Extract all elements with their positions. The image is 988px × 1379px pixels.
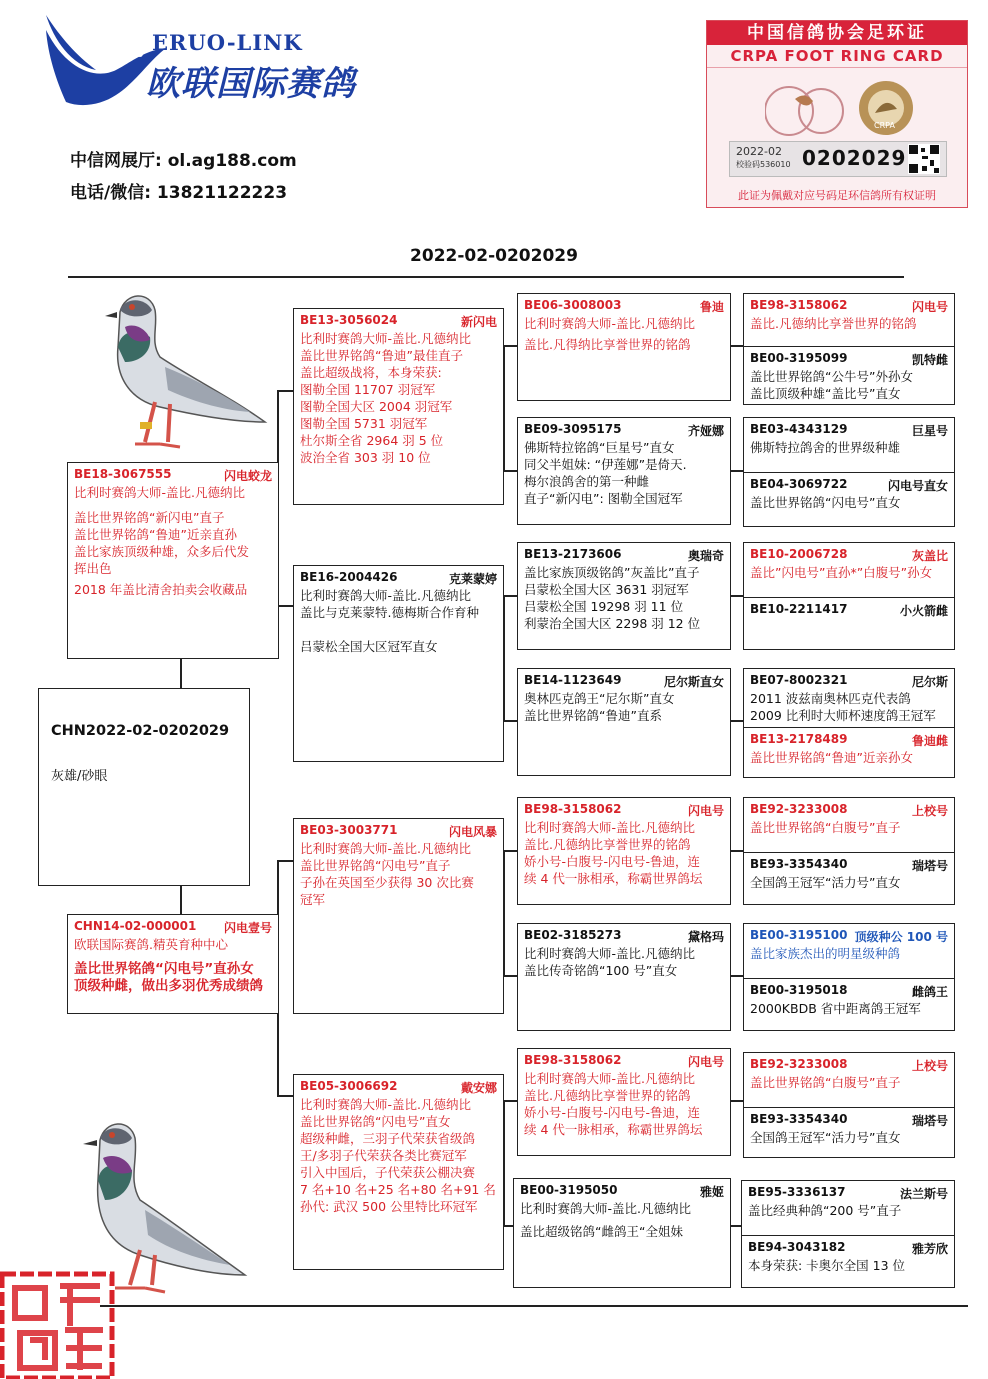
gen3-line: 吕蒙松全国大区 3631 羽冠军	[524, 582, 689, 597]
gen4-ring: BE95-3336137	[748, 1185, 846, 1199]
connector-dam-dd	[277, 1095, 294, 1097]
gen3-ring: BE06-3008003	[524, 298, 622, 312]
gen4-name: 小火箭雌	[899, 604, 948, 618]
check-code: 校验码536010	[736, 160, 791, 169]
gen4-name: 上校号	[911, 804, 948, 818]
gen3-line: 盖比.凡德纳比享誉世界的铭鸽	[524, 1088, 691, 1103]
gen3-name: 闪电号	[687, 804, 724, 818]
ring-number-big: 0202029	[802, 146, 907, 170]
gen4-line: 盖比世界铭鸽“白腹号”直子	[750, 820, 901, 835]
gen4-line: 盖比世界铭鸽“鲁迪”近亲孙女	[750, 750, 913, 765]
gen3-name: 鲁迪	[699, 300, 724, 314]
gen3-box-5	[517, 797, 731, 905]
ss-line: 比利时赛鸽大师-盖比.凡德纳比	[300, 331, 471, 346]
gen4-box-2	[743, 417, 955, 527]
gen4-line: 盖比”闪电号”直孙*”白腹号”孙女	[750, 565, 933, 580]
gen3-line: 盖比传奇铭鸽“100 号”直女	[524, 963, 678, 978]
dam-line: 欧联国际赛鸽.精英育种中心	[74, 937, 228, 952]
connector-sd-a	[503, 595, 518, 597]
sire-line: 挥出色	[74, 561, 112, 576]
gen4-box-7	[743, 1052, 955, 1158]
gen3-line: 梅尔浪鸽舍的第一种雌	[524, 474, 650, 489]
dd-line: 7 名+10 名+25 名+80 名+91 名	[300, 1182, 496, 1197]
gen4-line: 全国鸽王冠军“活力号”直女	[750, 1130, 901, 1145]
gen3-box-2	[517, 417, 731, 525]
gen4-ring: BE92-3233008	[750, 802, 848, 816]
sire-line: 盖比世界铭鸽“鲁迪”近亲直孙	[74, 527, 237, 542]
gen4-name: 雅芳欣	[911, 1242, 948, 1256]
connector-g3-2	[730, 470, 744, 472]
connector-g3-3	[730, 595, 744, 597]
dam-name: 闪电壹号	[223, 921, 272, 935]
dam-sire-box	[293, 818, 504, 1014]
gen4-ring: BE13-2178489	[750, 732, 848, 746]
dd-ring: BE05-3006692	[300, 1079, 398, 1093]
ss-name: 新闪电	[460, 315, 497, 329]
gen3-line: 吕蒙松全国 19298 羽 11 位	[524, 599, 684, 614]
gen3-name: 齐娅娜	[687, 424, 724, 438]
ss-line: 图勒全国 11707 羽冠军	[300, 382, 436, 397]
qr-code-icon	[908, 144, 940, 174]
gen3-line: 利蒙治全国大区 2298 羽 12 位	[524, 616, 701, 631]
gen3-ring: BE98-3158062	[524, 802, 622, 816]
sd-line: 盖比与克莱蒙特.德梅斯合作育种	[300, 605, 479, 620]
gen3-line: 比利时赛鸽大师-盖比.凡德纳比	[520, 1201, 691, 1216]
gen4-name: 瑞塔号	[911, 859, 948, 873]
pedigree-title: 2022-02-0202029	[410, 246, 578, 266]
gen4-line: 盖比顶级种雄“盖比号”直女	[750, 386, 901, 401]
gen3-line: 比利时赛鸽大师-盖比.凡德纳比	[524, 820, 695, 835]
gen4-ring: BE03-4343129	[750, 422, 848, 436]
gen3-line: 同父半姐妹: “伊莲娜”是倚天.	[524, 457, 687, 472]
gen3-name: 奥瑞奇	[687, 549, 724, 563]
gen4-name: 巨星号	[911, 424, 948, 438]
crpa-label: CRPA	[874, 121, 895, 130]
gen3-line: 续 4 代一脉相承，称霸世界鸽坛	[524, 1122, 703, 1137]
gen3-ring: BE02-3185273	[524, 928, 622, 942]
gen4-line: 本身荣获: 卡奥尔全国 13 位	[748, 1258, 906, 1273]
dd-line: 孙代: 武汉 500 公里特比环冠军	[300, 1199, 478, 1214]
gen4-ring: BE00-3195099	[750, 351, 848, 365]
gen4-name: 雌鸽王	[911, 985, 948, 999]
dam-ring: CHN14-02-000001	[74, 919, 197, 933]
gen4-name: 灰盖比	[911, 549, 948, 563]
phone-info: 电话/微信: 13821122223	[70, 183, 288, 203]
ss-ring: BE13-3056024	[300, 313, 398, 327]
gen3-line: 娇小号-白腹号-闪电号-鲁迪，连	[524, 1105, 701, 1120]
ss-line: 杜尔斯全省 2964 羽 5 位	[300, 433, 444, 448]
gen3-name: 闪电号	[687, 1055, 724, 1069]
gen4-name: 凯特雌	[911, 353, 948, 367]
ds-line: 子孙在英国至少获得 30 次比赛	[300, 875, 474, 890]
ss-line: 盖比超级战将，本身荣获:	[300, 365, 442, 380]
connector-ds-b	[503, 975, 518, 977]
ds-ring: BE03-3003771	[300, 823, 398, 837]
gen4-ring: BE94-3043182	[748, 1240, 846, 1254]
gen3-line: 娇小号-白腹号-闪电号-鲁迪，连	[524, 854, 701, 869]
gen4-line: 盖比世界铭鸽“白腹号”直子	[750, 1075, 901, 1090]
gen3-line: 比利时赛鸽大师-盖比.凡德纳比	[524, 946, 695, 961]
dam-line: 盖比世界铭鸽“闪电号”直孙女	[74, 961, 254, 977]
sd-line: 吕蒙松全国大区冠军直女	[300, 639, 438, 654]
gen4-ring: BE00-3195100	[750, 928, 848, 942]
connector-sire-ss	[277, 390, 294, 392]
gen4-line: 2011 波兹南奥林匹克代表鸽	[750, 691, 911, 706]
gen3-box-4	[517, 668, 731, 776]
sd-name: 克莱蒙婷	[448, 572, 497, 586]
gen3-line: 佛斯特拉铭鸽“巨星号”直女	[524, 440, 675, 455]
connector-subject-sire	[180, 657, 182, 688]
gen3-ring: BE14-1123649	[524, 673, 622, 687]
title-rule	[68, 276, 904, 278]
gen3-ring: BE09-3095175	[524, 422, 622, 436]
gen4-line: 盖比世界铭鸽“闪电号”直女	[750, 495, 901, 510]
gen4-box-4	[743, 668, 955, 778]
subject-desc: 灰雄/砂眼	[51, 769, 108, 784]
gen4-ring: BE00-3195018	[750, 983, 848, 997]
sire-line: 2018 年盖比清舍拍卖会收藏品	[74, 582, 248, 597]
gen3-line: 盖比世界铭鸽“鲁迪”直系	[524, 708, 662, 723]
ring-number-small: 2022-02	[736, 145, 782, 158]
gen4-box-3	[743, 542, 955, 650]
gen3-box-1	[517, 293, 731, 401]
ring-card	[706, 20, 968, 208]
gen3-ring: BE13-2173606	[524, 547, 622, 561]
gen4-line: 全国鸽王冠军“活力号”直女	[750, 875, 901, 890]
gen3-name: 尼尔斯直女	[663, 675, 724, 689]
gen4-line: 2000KBDB 省中距离鸽王冠军	[750, 1001, 921, 1016]
connector-g3-1	[730, 345, 744, 347]
gen4-ring: BE07-8002321	[750, 673, 848, 687]
gen3-box-7	[517, 1048, 731, 1156]
gen4-name: 上校号	[911, 1059, 948, 1073]
gen3-line: 盖比超级铭鸽“雌鸽王“全姐妹	[520, 1224, 683, 1239]
gen4-name: 瑞塔号	[911, 1114, 948, 1128]
connector-ss-b	[503, 470, 518, 472]
sire-ring: BE18-3067555	[74, 467, 172, 481]
dam-box	[67, 914, 279, 1014]
gen4-line: 盖比经典种鸽“200 号”直子	[748, 1203, 902, 1218]
dd-line: 引入中国后，子代荣获公棚决赛	[300, 1165, 476, 1180]
dd-line: 盖比世界铭鸽“闪电号”直女	[300, 1114, 451, 1129]
ring-card-footer: 此证为佩戴对应号码足环信鸽所有权证明	[738, 189, 936, 202]
connector-g3-4	[730, 720, 744, 722]
gen3-line: 比利时赛鸽大师-盖比.凡德纳比	[524, 1071, 695, 1086]
connector-ds-a	[503, 850, 518, 852]
gen4-name: 闪电号直女	[887, 479, 948, 493]
ds-line: 盖比世界铭鸽“闪电号”直子	[300, 858, 451, 873]
ring-card-title-cn: 中国信鸽协会足环证	[707, 21, 967, 45]
ds-line: 冠军	[300, 892, 326, 907]
gen4-ring: BE93-3354340	[750, 857, 848, 871]
gen4-ring: BE10-2211417	[750, 602, 848, 616]
gen3-line: 比利时赛鸽大师-盖比.凡德纳比	[524, 316, 695, 331]
gen4-line: 盖比世界铭鸽“公牛号”外孙女	[750, 369, 913, 384]
gen4-line: 佛斯特拉鸽舍的世界级种雄	[750, 440, 901, 455]
gen4-box-6	[743, 923, 955, 1031]
gen3-ring: BE98-3158062	[524, 1053, 622, 1067]
connector-g3-6	[730, 975, 744, 977]
gen3-line: 直子“新闪电”: 图勒全国冠军	[524, 491, 683, 506]
gen4-box-8	[741, 1180, 955, 1288]
ring-number-panel	[729, 141, 947, 177]
gen3-line: 盖比.凡德纳比享誉世界的铭鸽	[524, 837, 691, 852]
gen3-line: 盖比家族顶级铭鸽”灰盖比”直子	[524, 565, 700, 580]
sd-line	[300, 621, 497, 638]
connector-sd-b	[503, 720, 518, 722]
sire-line: 盖比世界铭鸽“新闪电”直子	[74, 510, 225, 525]
dam-dam-box	[293, 1074, 504, 1270]
gen4-ring: BE93-3354340	[750, 1112, 848, 1126]
gen3-box-6	[517, 923, 731, 1031]
gen4-ring: BE92-3233008	[750, 1057, 848, 1071]
sire-line: 比利时赛鸽大师-盖比.凡德纳比	[74, 485, 245, 500]
gen4-line: 盖比.凡德纳比享誉世界的铭鸽	[750, 316, 917, 331]
gen3-ring: BE00-3195050	[520, 1183, 618, 1197]
connector-dam-ds	[277, 860, 294, 862]
brand-name-en: ERUO-LINK	[152, 30, 303, 55]
gen3-box-3	[517, 542, 731, 650]
connector-sire-sd	[277, 605, 294, 607]
sire-line: 盖比家族顶级种雄，众多后代发	[74, 544, 250, 559]
dd-line: 超级种雌，三羽子代荣获省级鸽	[300, 1131, 476, 1146]
gen4-ring: BE10-2006728	[750, 547, 848, 561]
gen4-box-5	[743, 797, 955, 905]
sire-box	[67, 462, 279, 659]
gen4-ring: BE04-3069722	[750, 477, 848, 491]
sire-sire-box	[293, 308, 504, 505]
ss-line: 图勒全国大区 2004 羽冠军	[300, 399, 453, 414]
dd-name: 戴安娜	[460, 1081, 497, 1095]
dam-line: 顶级种雌，做出多羽优秀成绩鸽	[74, 978, 263, 994]
gen3-line: 盖比.凡得纳比享誉世界的铭鸽	[524, 337, 691, 352]
brand-name-cn: 欧联国际赛鸽	[146, 64, 356, 104]
site-info: 中信网展厅: ol.ag188.com	[70, 151, 297, 171]
gen4-name: 闪电号	[911, 300, 948, 314]
connector-ss-a	[503, 345, 518, 347]
subject-box	[38, 688, 250, 886]
gen3-line: 奥林匹克鸽王“尼尔斯”直女	[524, 691, 675, 706]
gen3-name: 黛格玛	[687, 930, 724, 944]
gen3-name: 雅姬	[699, 1185, 724, 1199]
gen4-name: 顶级种公 100 号	[854, 930, 948, 944]
sd-ring: BE16-2004426	[300, 570, 398, 584]
sire-dam-box	[293, 565, 504, 762]
red-seal-stamp	[0, 1268, 116, 1379]
connector-g3-5	[730, 850, 744, 852]
gen4-box-1	[743, 293, 955, 405]
dd-line: 王/多羽子代荣获各类比赛冠军	[300, 1148, 467, 1163]
ring-card-title-en: CRPA FOOT RING CARD	[707, 45, 967, 68]
gen3-box-8	[513, 1178, 731, 1288]
gen4-line: 盖比家族杰出的明星级种鸽	[750, 946, 901, 961]
pigeon-illustration-top	[80, 282, 270, 457]
seal-stamp-icon	[0, 1268, 116, 1379]
globe-emblem-icon	[765, 79, 845, 141]
subject-ring: CHN2022-02-0202029	[51, 723, 230, 739]
sire-name: 闪电蛟龙	[223, 469, 272, 483]
gen3-line: 续 4 代一脉相承，称霸世界鸽坛	[524, 871, 703, 886]
ss-line: 图勒全国 5731 羽冠军	[300, 416, 428, 431]
ss-line: 波治全省 303 羽 10 位	[300, 450, 431, 465]
bottom-rule	[100, 1305, 968, 1307]
gen4-name: 尼尔斯	[911, 675, 948, 689]
dd-line: 比利时赛鸽大师-盖比.凡德纳比	[300, 1097, 471, 1112]
gen4-name: 法兰斯号	[899, 1187, 948, 1201]
gen4-ring: BE98-3158062	[750, 298, 848, 312]
sd-line: 比利时赛鸽大师-盖比.凡德纳比	[300, 588, 471, 603]
connector-g3-7	[730, 1100, 744, 1102]
connector-dd-a	[503, 1100, 518, 1102]
connector-subject-dam	[180, 885, 182, 914]
ds-line: 比利时赛鸽大师-盖比.凡德纳比	[300, 841, 471, 856]
ds-name: 闪电风暴	[448, 825, 497, 839]
gen4-name: 鲁迪雌	[911, 734, 948, 748]
ss-line: 盖比世界铭鸽“鲁迪”最佳直子	[300, 348, 463, 363]
gen4-line: 2009 比利时大师杯速度鸽王冠军	[750, 708, 936, 723]
